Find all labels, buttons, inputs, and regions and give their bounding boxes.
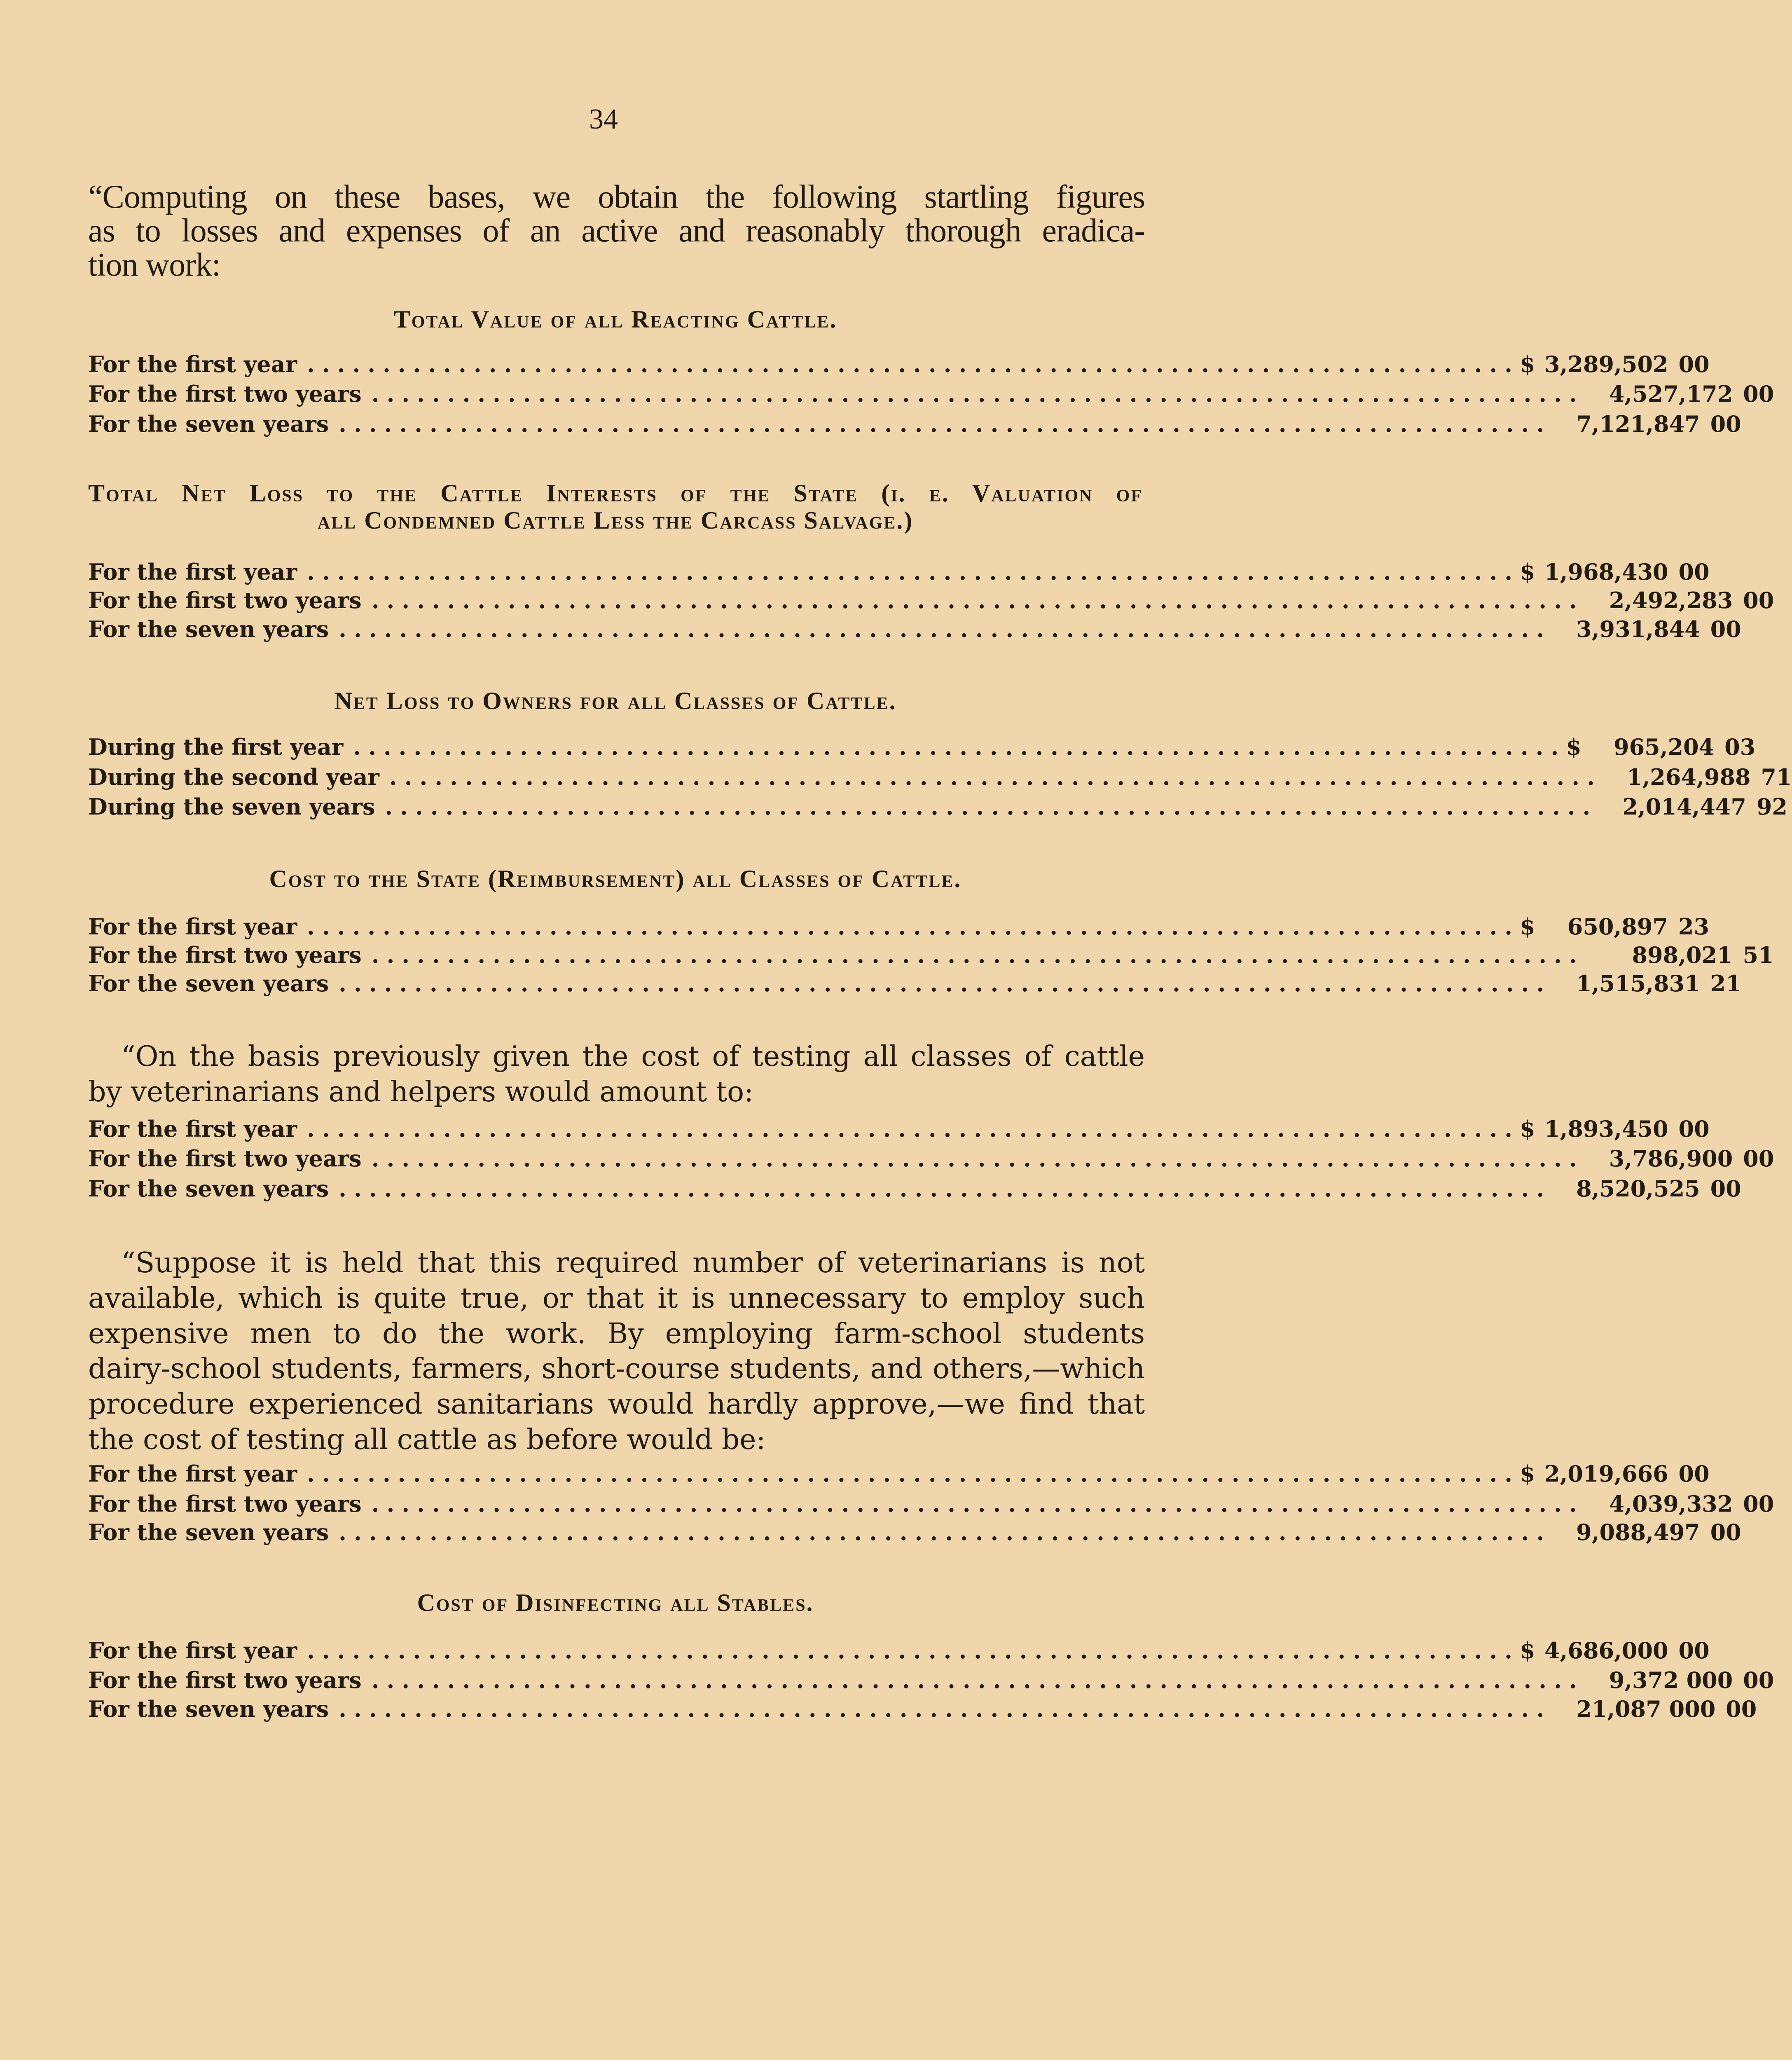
- row-amount: 1,264,988: [1626, 763, 1751, 790]
- intro-line: tion work:: [88, 247, 221, 283]
- table-row: [88, 380, 1774, 407]
- row-label: For the first two years: [88, 1145, 362, 1172]
- section-heading: all Condemned Cattle Less the Carcass Salvage.): [317, 507, 914, 534]
- table-row: [88, 1519, 1741, 1546]
- row-cents: 23: [1678, 913, 1710, 940]
- row-label: For the first two years: [88, 941, 362, 968]
- table-row: [88, 558, 1710, 585]
- row-amount: 2,019,666: [1544, 1460, 1668, 1487]
- table-row: [88, 1175, 1741, 1202]
- dollar-sign: $: [1520, 1115, 1535, 1142]
- dot-leader: ................................................................................: [339, 410, 1552, 437]
- paragraph-line: by veterinarians and helpers would amount to:: [88, 1076, 754, 1109]
- row-amount: 7,121,847: [1576, 410, 1700, 437]
- row-cents: 00: [1743, 1145, 1774, 1172]
- dot-leader: ................................................................................: [371, 587, 1584, 613]
- paragraph-line: dairy-school students, farmers, short-course students, and others,—which: [88, 1353, 1145, 1386]
- dot-leader: ................................................................................: [307, 1115, 1520, 1142]
- row-amount: 2,492,283: [1609, 587, 1733, 613]
- row-amount: 2,014,447: [1622, 793, 1746, 820]
- dot-leader: ................................................................................: [371, 1145, 1584, 1172]
- table-row: [88, 1460, 1710, 1487]
- row-cents: 71: [1761, 763, 1792, 790]
- row-amount: 21,087 000: [1576, 1695, 1716, 1722]
- table-row: [88, 913, 1710, 940]
- row-label: For the first two years: [88, 587, 362, 613]
- dot-leader: ................................................................................: [371, 1667, 1584, 1693]
- dot-leader: ................................................................................: [307, 1460, 1520, 1487]
- dot-leader: ................................................................................: [307, 351, 1520, 377]
- row-amount: 4,686,000: [1544, 1637, 1668, 1664]
- row-label: During the second year: [88, 763, 379, 790]
- dot-leader: ................................................................................: [389, 763, 1602, 790]
- row-label: For the first two years: [88, 1667, 362, 1693]
- row-cents: 00: [1726, 1695, 1757, 1722]
- table-row: [88, 1145, 1774, 1172]
- dollar-sign: $: [1520, 913, 1535, 940]
- row-cents: 00: [1678, 1460, 1710, 1487]
- row-cents: 51: [1743, 941, 1774, 968]
- row-amount: 650,897: [1567, 913, 1668, 940]
- row-cents: 00: [1710, 410, 1741, 437]
- paragraph-line: “Suppose it is held that this required number of veterinarians is not: [121, 1247, 1145, 1280]
- row-amount: 3,931,844: [1576, 616, 1700, 642]
- row-label: For the first two years: [88, 1490, 362, 1517]
- paragraph-line: available, which is quite true, or that it is unnecessary to employ such: [88, 1282, 1145, 1315]
- dot-leader: ................................................................................: [353, 733, 1566, 760]
- table-row: [88, 1667, 1774, 1694]
- dot-leader: ................................................................................: [307, 558, 1520, 585]
- dollar-sign: $: [1520, 1460, 1535, 1487]
- section-heading: Cost of Disinfecting all Stables.: [417, 1589, 814, 1616]
- table-row: [88, 1490, 1774, 1517]
- page-number: 34: [589, 103, 618, 135]
- dot-leader: ................................................................................: [371, 941, 1584, 968]
- row-amount: 3,289,502: [1544, 351, 1668, 377]
- row-amount: 4,039,332: [1609, 1490, 1733, 1517]
- row-label: During the seven years: [88, 793, 375, 820]
- row-amount: 898,021: [1632, 941, 1733, 968]
- row-label: For the first year: [88, 558, 297, 585]
- table-row: [88, 793, 1787, 820]
- dollar-sign: $: [1520, 558, 1535, 585]
- table-row: [88, 1115, 1710, 1142]
- row-label: For the seven years: [88, 616, 329, 642]
- paragraph-line: expensive men to do the work. By employing farm-school students: [88, 1318, 1145, 1351]
- row-cents: 00: [1678, 351, 1710, 377]
- paragraph-line: procedure experienced sanitarians would hardly approve,—we find that: [88, 1388, 1145, 1421]
- row-amount: 8,520,525: [1576, 1175, 1700, 1202]
- table-row: [88, 410, 1741, 438]
- dot-leader: ................................................................................: [339, 970, 1552, 997]
- row-label: For the seven years: [88, 1695, 329, 1722]
- dot-leader: ................................................................................: [307, 913, 1520, 940]
- row-amount: 9,372 000: [1609, 1667, 1733, 1693]
- table-row: [88, 1695, 1757, 1723]
- row-amount: 965,204: [1614, 733, 1715, 760]
- table-row: [88, 733, 1756, 761]
- row-cents: 92: [1756, 793, 1787, 820]
- dot-leader: ................................................................................: [339, 1519, 1552, 1545]
- table-row: [88, 351, 1710, 378]
- row-label: For the seven years: [88, 1519, 329, 1545]
- row-cents: 00: [1743, 1490, 1774, 1517]
- row-cents: 00: [1678, 558, 1710, 585]
- row-cents: 00: [1743, 587, 1774, 613]
- row-cents: 00: [1743, 1667, 1774, 1693]
- row-cents: 21: [1710, 970, 1741, 997]
- intro-line: “Computing on these bases, we obtain the following startling figures: [88, 179, 1145, 215]
- row-amount: 1,893,450: [1544, 1115, 1668, 1142]
- row-cents: 00: [1743, 380, 1774, 407]
- paragraph-line: the cost of testing all cattle as before would be:: [88, 1423, 766, 1456]
- row-cents: 00: [1710, 1175, 1741, 1202]
- row-label: For the seven years: [88, 410, 329, 437]
- row-amount: 9,088,497: [1576, 1519, 1700, 1545]
- section-heading: Total Net Loss to the Cattle Interests of the State (i. e. Valuation of: [88, 480, 1143, 507]
- dot-leader: ................................................................................: [339, 1695, 1552, 1722]
- row-amount: 3,786,900: [1609, 1145, 1733, 1172]
- row-amount: 1,968,430: [1544, 558, 1668, 585]
- dollar-sign: $: [1520, 351, 1535, 377]
- table-row: [88, 587, 1774, 614]
- row-label: For the first two years: [88, 380, 362, 407]
- section-heading: Total Value of all Reacting Cattle.: [393, 306, 838, 333]
- dollar-sign: $: [1520, 1637, 1535, 1664]
- row-label: During the first year: [88, 733, 344, 760]
- table-row: [88, 970, 1741, 997]
- row-label: For the first year: [88, 1460, 297, 1487]
- table-row: [88, 616, 1741, 643]
- row-label: For the seven years: [88, 1175, 329, 1202]
- row-cents: 03: [1724, 733, 1756, 760]
- intro-line: as to losses and expenses of an active and reasonably thorough eradica-: [88, 213, 1145, 249]
- table-row: [88, 941, 1774, 969]
- dot-leader: ................................................................................: [371, 1490, 1584, 1517]
- dot-leader: ................................................................................: [339, 616, 1552, 642]
- dollar-sign: $: [1566, 733, 1581, 760]
- row-label: For the first year: [88, 1637, 297, 1664]
- table-row: [88, 1637, 1710, 1664]
- row-label: For the first year: [88, 1115, 297, 1142]
- row-amount: 1,515,831: [1576, 970, 1700, 997]
- row-cents: 00: [1710, 616, 1741, 642]
- dot-leader: ................................................................................: [307, 1637, 1520, 1664]
- row-cents: 00: [1710, 1519, 1741, 1545]
- dot-leader: ................................................................................: [385, 793, 1598, 820]
- dot-leader: ................................................................................: [339, 1175, 1552, 1202]
- dot-leader: ................................................................................: [371, 380, 1584, 407]
- row-amount: 4,527,172: [1609, 380, 1733, 407]
- table-row: [88, 763, 1792, 791]
- row-cents: 00: [1678, 1637, 1710, 1664]
- section-heading: Cost to the State (Reimbursement) all Classes of Cattle.: [269, 865, 962, 892]
- section-heading: Net Loss to Owners for all Classes of Cattle.: [334, 687, 897, 714]
- paragraph-line: “On the basis previously given the cost of testing all classes of cattle: [121, 1040, 1145, 1073]
- row-cents: 00: [1678, 1115, 1710, 1142]
- row-label: For the first year: [88, 913, 297, 940]
- row-label: For the first year: [88, 351, 297, 377]
- row-label: For the seven years: [88, 970, 329, 997]
